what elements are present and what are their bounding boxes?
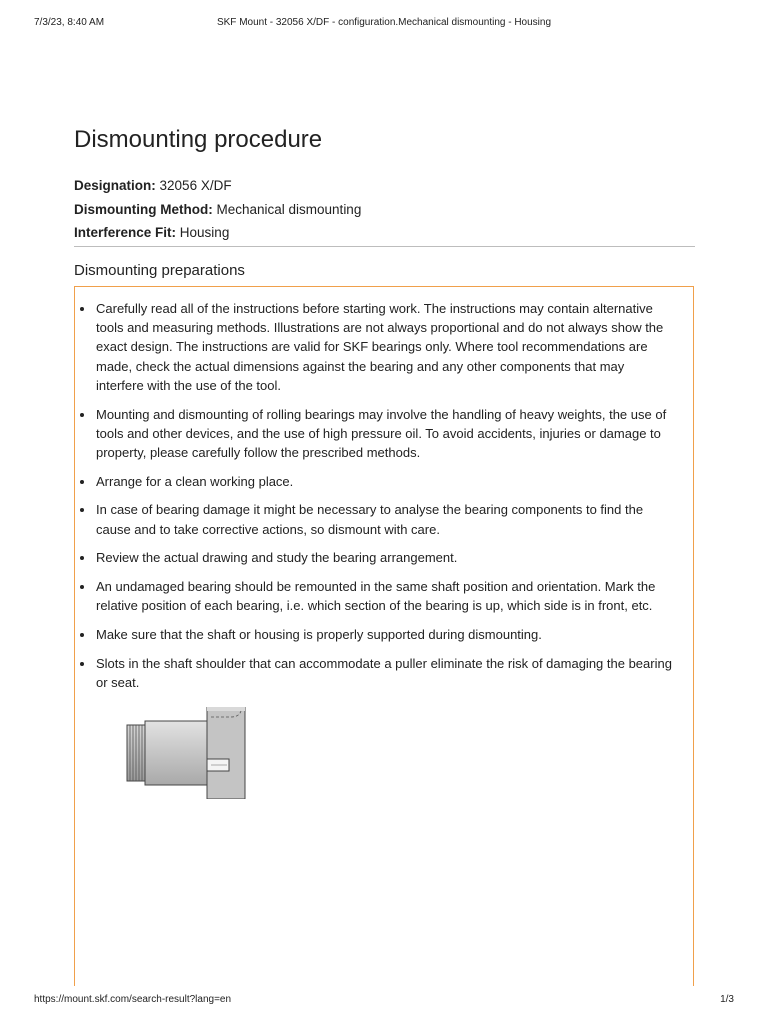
shaft-shoulder	[207, 707, 245, 799]
shaft-slot-illustration	[119, 707, 249, 799]
list-item: • In case of bearing damage it might be necessary to analyse the bearing components to find the cause and to take corrective actions, so dismount with care.	[95, 500, 675, 538]
list-item: • Carefully read all of the instructions before starting work. The instructions may contain alternative tools and measuring methods. Illustrations are not always proportional and do not always show the exact design. The instructions are valid for SKF bearings only. Where tool recommendations are made, check the actual dimensions against the bearing and any other components that may interfere with the use of the tool.	[95, 299, 675, 395]
meta-value: Mechanical dismounting	[216, 201, 362, 217]
page-title: Dismounting procedure	[74, 126, 323, 153]
print-footer	[34, 994, 734, 1008]
list-item: • Make sure that the shaft or housing is properly supported during dismounting.	[95, 625, 675, 644]
meta-key: Interference Fit:	[74, 225, 177, 240]
print-datetime: 7/3/23, 8:40 AM	[34, 17, 105, 28]
list-item: • An undamaged bearing should be remounted in the same shaft position and orientation. Mark the relative position of each bearing, i.e. which section of the bearing is up, which side is in front, etc.	[95, 577, 675, 615]
section-title: Dismounting preparations	[74, 262, 245, 279]
preparations-box	[74, 286, 694, 986]
meta-designation	[74, 174, 361, 198]
list-item: • Review the actual drawing and study the bearing arrangement.	[95, 548, 675, 567]
print-url: https://mount.skf.com/search-result?lang=en	[34, 994, 232, 1005]
list-item: • Arrange for a clean working place.	[95, 472, 675, 491]
list-item: • Mounting and dismounting of rolling bearings may involve the handling of heavy weights, the use of tools and other devices, and the use of high pressure oil. To avoid accidents, injuries or damage to property, please carefully follow the prescribed methods.	[95, 405, 675, 463]
instruction-list	[75, 299, 693, 701]
meta-value: Housing	[179, 225, 230, 240]
meta-value: 32056 X/DF	[159, 178, 232, 193]
list-item: • Slots in the shaft shoulder that can accommodate a puller eliminate the risk of damaging the bearing or seat.	[95, 654, 675, 692]
procedure-meta	[74, 174, 361, 245]
page-number: 1/3	[720, 994, 734, 1005]
divider	[74, 246, 695, 247]
meta-dismounting-method	[74, 198, 361, 222]
print-header	[34, 17, 734, 31]
meta-interference-fit	[74, 221, 361, 245]
shaft-body	[145, 721, 209, 785]
meta-key: Dismounting Method:	[74, 201, 213, 217]
meta-key: Designation:	[74, 178, 156, 193]
print-document-title: SKF Mount - 32056 X/DF - configuration.Mechanical dismounting - Housing	[216, 17, 552, 28]
